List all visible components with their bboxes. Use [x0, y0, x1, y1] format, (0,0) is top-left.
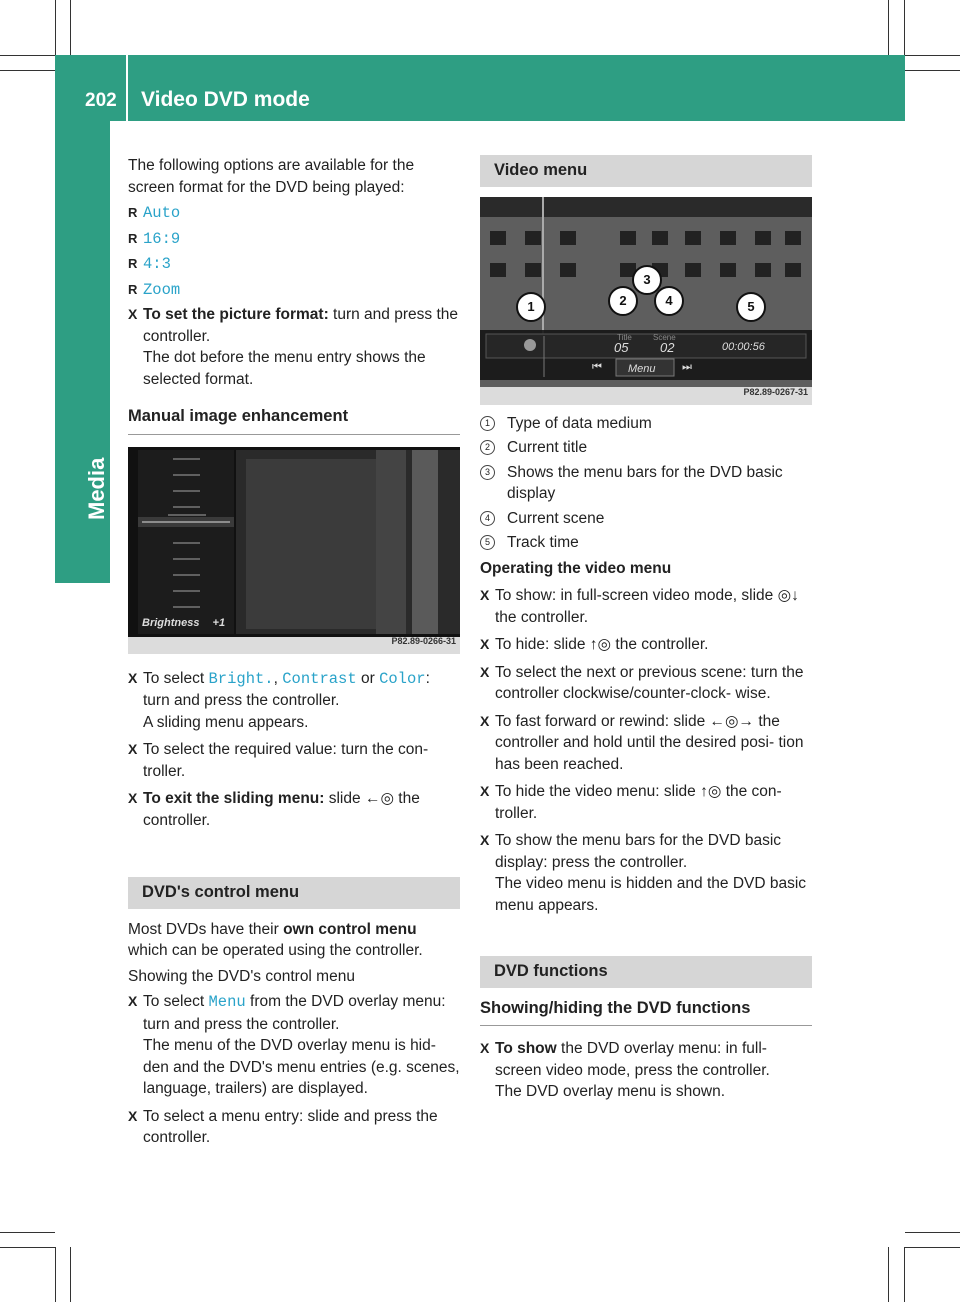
format-option: R 16:9: [128, 228, 460, 251]
video-menu-heading: Video menu: [480, 155, 812, 187]
crop-mark: [888, 1247, 889, 1302]
video-menu-step: X To show: in full-screen video mode, slide ◎↓ the controller.: [480, 585, 812, 628]
format-option: R 4:3: [128, 253, 460, 276]
legend-item: 4 Current scene: [480, 508, 812, 530]
scene-value: 02: [660, 339, 675, 355]
header-separator: [126, 55, 128, 121]
select-menu-step: X To select Menu from the DVD overlay menu: turn and press the controller. The menu of the DVD overlay menu is hid- den and the DVD's menu entries (e.g. scenes, language, trailers) are displayed.: [128, 991, 460, 1100]
callout-3: 3: [632, 265, 662, 295]
legend-item: 5 Track time: [480, 532, 812, 554]
crop-mark: [0, 70, 55, 71]
legend-item: 1 Type of data medium: [480, 413, 812, 435]
section-title: Video DVD mode: [141, 88, 310, 111]
crop-mark: [0, 1232, 55, 1233]
left-column: [128, 155, 460, 1155]
brightness-screenshot: [128, 447, 460, 654]
exit-menu-step: X To exit the sliding menu: slide ←◎ the controller.: [128, 788, 460, 831]
controller-left-right-icon: ←◎→: [709, 712, 755, 730]
show-hide-heading: Showing/hiding the DVD functions: [480, 998, 812, 1027]
showing-text: Showing the DVD's control menu: [128, 967, 355, 985]
dvd-functions-heading: DVD functions: [480, 956, 812, 988]
most-dvds-text: Most DVDs have their own control menu which can be operated using the controller.: [128, 920, 423, 959]
format-option: R Zoom: [128, 279, 460, 302]
crop-mark: [55, 1247, 56, 1302]
menu-button: Menu: [628, 362, 656, 375]
controller-down-icon: ◎↓: [777, 587, 799, 604]
video-menu-step: X To select the next or previous scene: turn the controller clockwise/counter-clock- wise.: [480, 662, 812, 705]
select-option-step: X To select Bright., Contrast or Color: turn and press the controller. A sliding menu appears.: [128, 668, 460, 734]
video-menu-step: X To hide: slide ↑◎ the controller.: [480, 634, 812, 656]
overlay-value: +1: [212, 616, 226, 629]
track-time: 00:00:56: [722, 340, 765, 353]
overlay-label: Brightness: [142, 616, 200, 629]
title-label: Title: [617, 332, 632, 342]
callout-2: 2: [608, 286, 638, 316]
image-caption: P82.89-0266-31: [391, 636, 456, 646]
sidebar-label: Media: [84, 457, 109, 520]
crop-mark: [905, 1247, 960, 1248]
callout-1: 1: [516, 292, 546, 322]
required-value-step: X To select the required value: turn the con- troller.: [128, 739, 460, 782]
operating-heading: Operating the video menu: [480, 559, 672, 577]
scene-label: Scene: [653, 332, 676, 342]
brightness-image: [128, 447, 460, 637]
crop-mark: [904, 0, 905, 55]
format-option: R Auto: [128, 202, 460, 225]
video-menu-step: X To fast forward or rewind: slide ←◎→ the controller and hold until the desired posi- tion has been reached.: [480, 711, 812, 776]
controller-up-icon: ↑◎: [700, 783, 722, 800]
title-value: 05: [614, 339, 629, 355]
video-menu-step: X To show the menu bars for the DVD basic display: press the controller. The video menu is hidden and the DVD basic menu appears.: [480, 830, 812, 916]
image-caption: P82.89-0267-31: [743, 387, 808, 397]
manual-heading: Manual image enhancement: [128, 406, 460, 435]
set-format-step: X To set the picture format: turn and press the controller. The dot before the menu entry shows the selected format.: [128, 304, 460, 390]
page-number: 202: [85, 90, 117, 111]
controller-up-icon: ↑◎: [589, 636, 612, 653]
control-menu-heading: DVD's control menu: [128, 877, 460, 909]
menu-entry-step: X To select a menu entry: slide and press the controller.: [128, 1106, 460, 1149]
crop-mark: [904, 1247, 905, 1302]
crop-mark: [70, 0, 71, 55]
crop-mark: [0, 55, 55, 56]
controller-left-icon: ←◎: [364, 790, 394, 807]
video-menu-step: X To hide the video menu: slide ↑◎ the con- troller.: [480, 781, 812, 824]
legend-item: 3 Shows the menu bars for the DVD basic display: [480, 462, 812, 505]
next-icon: ⏭: [682, 360, 692, 373]
crop-mark: [905, 55, 960, 56]
show-overlay-step: X To show the DVD overlay menu: in full- screen video mode, press the controller. The DVD overlay menu is shown.: [480, 1038, 812, 1103]
callout-5: 5: [736, 292, 766, 322]
crop-mark: [905, 70, 960, 71]
legend-item: 2 Current title: [480, 437, 812, 459]
crop-mark: [888, 0, 889, 55]
right-column: [480, 155, 812, 1109]
crop-mark: [905, 1232, 960, 1233]
callout-4: 4: [654, 286, 684, 316]
crop-mark: [70, 1247, 71, 1302]
intro-text: The following options are available for the screen format for the DVD being played:: [128, 157, 415, 196]
crop-mark: [55, 0, 56, 55]
video-menu-screenshot: [480, 197, 812, 405]
crop-mark: [0, 1247, 55, 1248]
prev-icon: ⏮: [592, 360, 602, 373]
